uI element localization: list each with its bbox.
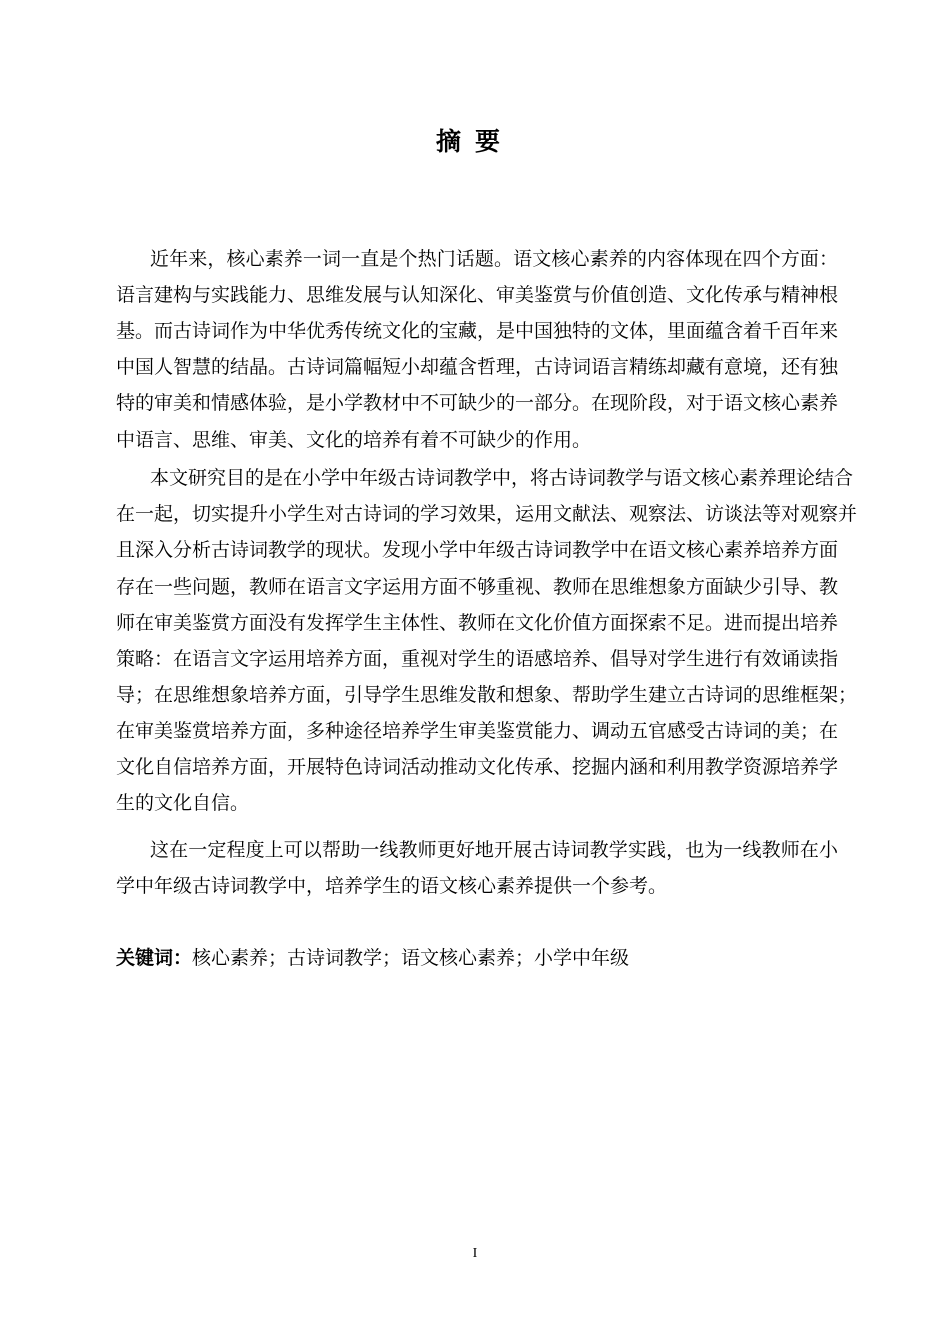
paragraph-2-line: 在审美鉴赏培养方面，多种途径培养学生审美鉴赏能力、调动五官感受古诗词的美；在 bbox=[116, 720, 839, 742]
paragraph-1-line: 中国人智慧的结晶。古诗词篇幅短小却蕴含哲理，古诗词语言精练却藏有意境，还有独 bbox=[116, 356, 839, 378]
paragraph-1-line: 基。而古诗词作为中华优秀传统文化的宝藏，是中国独特的文体，里面蕴含着千百年来 bbox=[116, 320, 839, 342]
paragraph-2-line: 且深入分析古诗词教学的现状。发现小学中年级古诗词教学中在语文核心素养培养方面 bbox=[116, 539, 839, 561]
paragraph-2-line: 在一起，切实提升小学生对古诗词的学习效果，运用文献法、观察法、访谈法等对观察并 bbox=[116, 503, 858, 525]
keywords bbox=[116, 946, 629, 970]
paragraph-1-line: 中语言、思维、审美、文化的培养有着不可缺少的作用。 bbox=[116, 429, 592, 451]
paragraph-3-line: 这在一定程度上可以帮助一线教师更好地开展古诗词教学实践，也为一线教师在小 bbox=[150, 839, 838, 861]
paragraph-2-line: 导；在思维想象培养方面，引导学生思维发散和想象、帮助学生建立古诗词的思维框架； bbox=[116, 684, 858, 706]
keywords-label: 关键词： bbox=[116, 947, 193, 969]
paragraph-2-line: 生的文化自信。 bbox=[116, 792, 250, 814]
keywords-value: 核心素养；古诗词教学；语文核心素养；小学中年级 bbox=[192, 947, 630, 969]
paragraph-1-line: 语言建构与实践能力、思维发展与认知深化、审美鉴赏与价值创造、文化传承与精神根 bbox=[116, 284, 839, 306]
paragraph-2-line: 策略：在语言文字运用培养方面，重视对学生的语感培养、倡导对学生进行有效诵读指 bbox=[116, 648, 839, 670]
paragraph-1-line: 近年来，核心素养一词一直是个热门话题。语文核心素养的内容体现在四个方面： bbox=[150, 248, 838, 270]
paragraph-1-line: 特的审美和情感体验，是小学教材中不可缺少的一部分。在现阶段，对于语文核心素养 bbox=[116, 392, 839, 414]
paragraph-2-line: 师在审美鉴赏方面没有发挥学生主体性、教师在文化价值方面探索不足。进而提出培养 bbox=[116, 612, 839, 634]
paragraph-2-line: 文化自信培养方面，开展特色诗词活动推动文化传承、挖掘内涵和利用教学资源培养学 bbox=[116, 756, 839, 778]
paragraph-3-line: 学中年级古诗词教学中，培养学生的语文核心素养提供一个参考。 bbox=[116, 875, 668, 897]
paragraph-2-line: 本文研究目的是在小学中年级古诗词教学中，将古诗词教学与语文核心素养理论结合 bbox=[150, 467, 854, 489]
page-title: 摘要 bbox=[435, 127, 514, 156]
paragraph-2-line: 存在一些问题，教师在语言文字运用方面不够重视、教师在思维想象方面缺少引导、教 bbox=[116, 576, 839, 598]
page-number: I bbox=[472, 1246, 478, 1261]
